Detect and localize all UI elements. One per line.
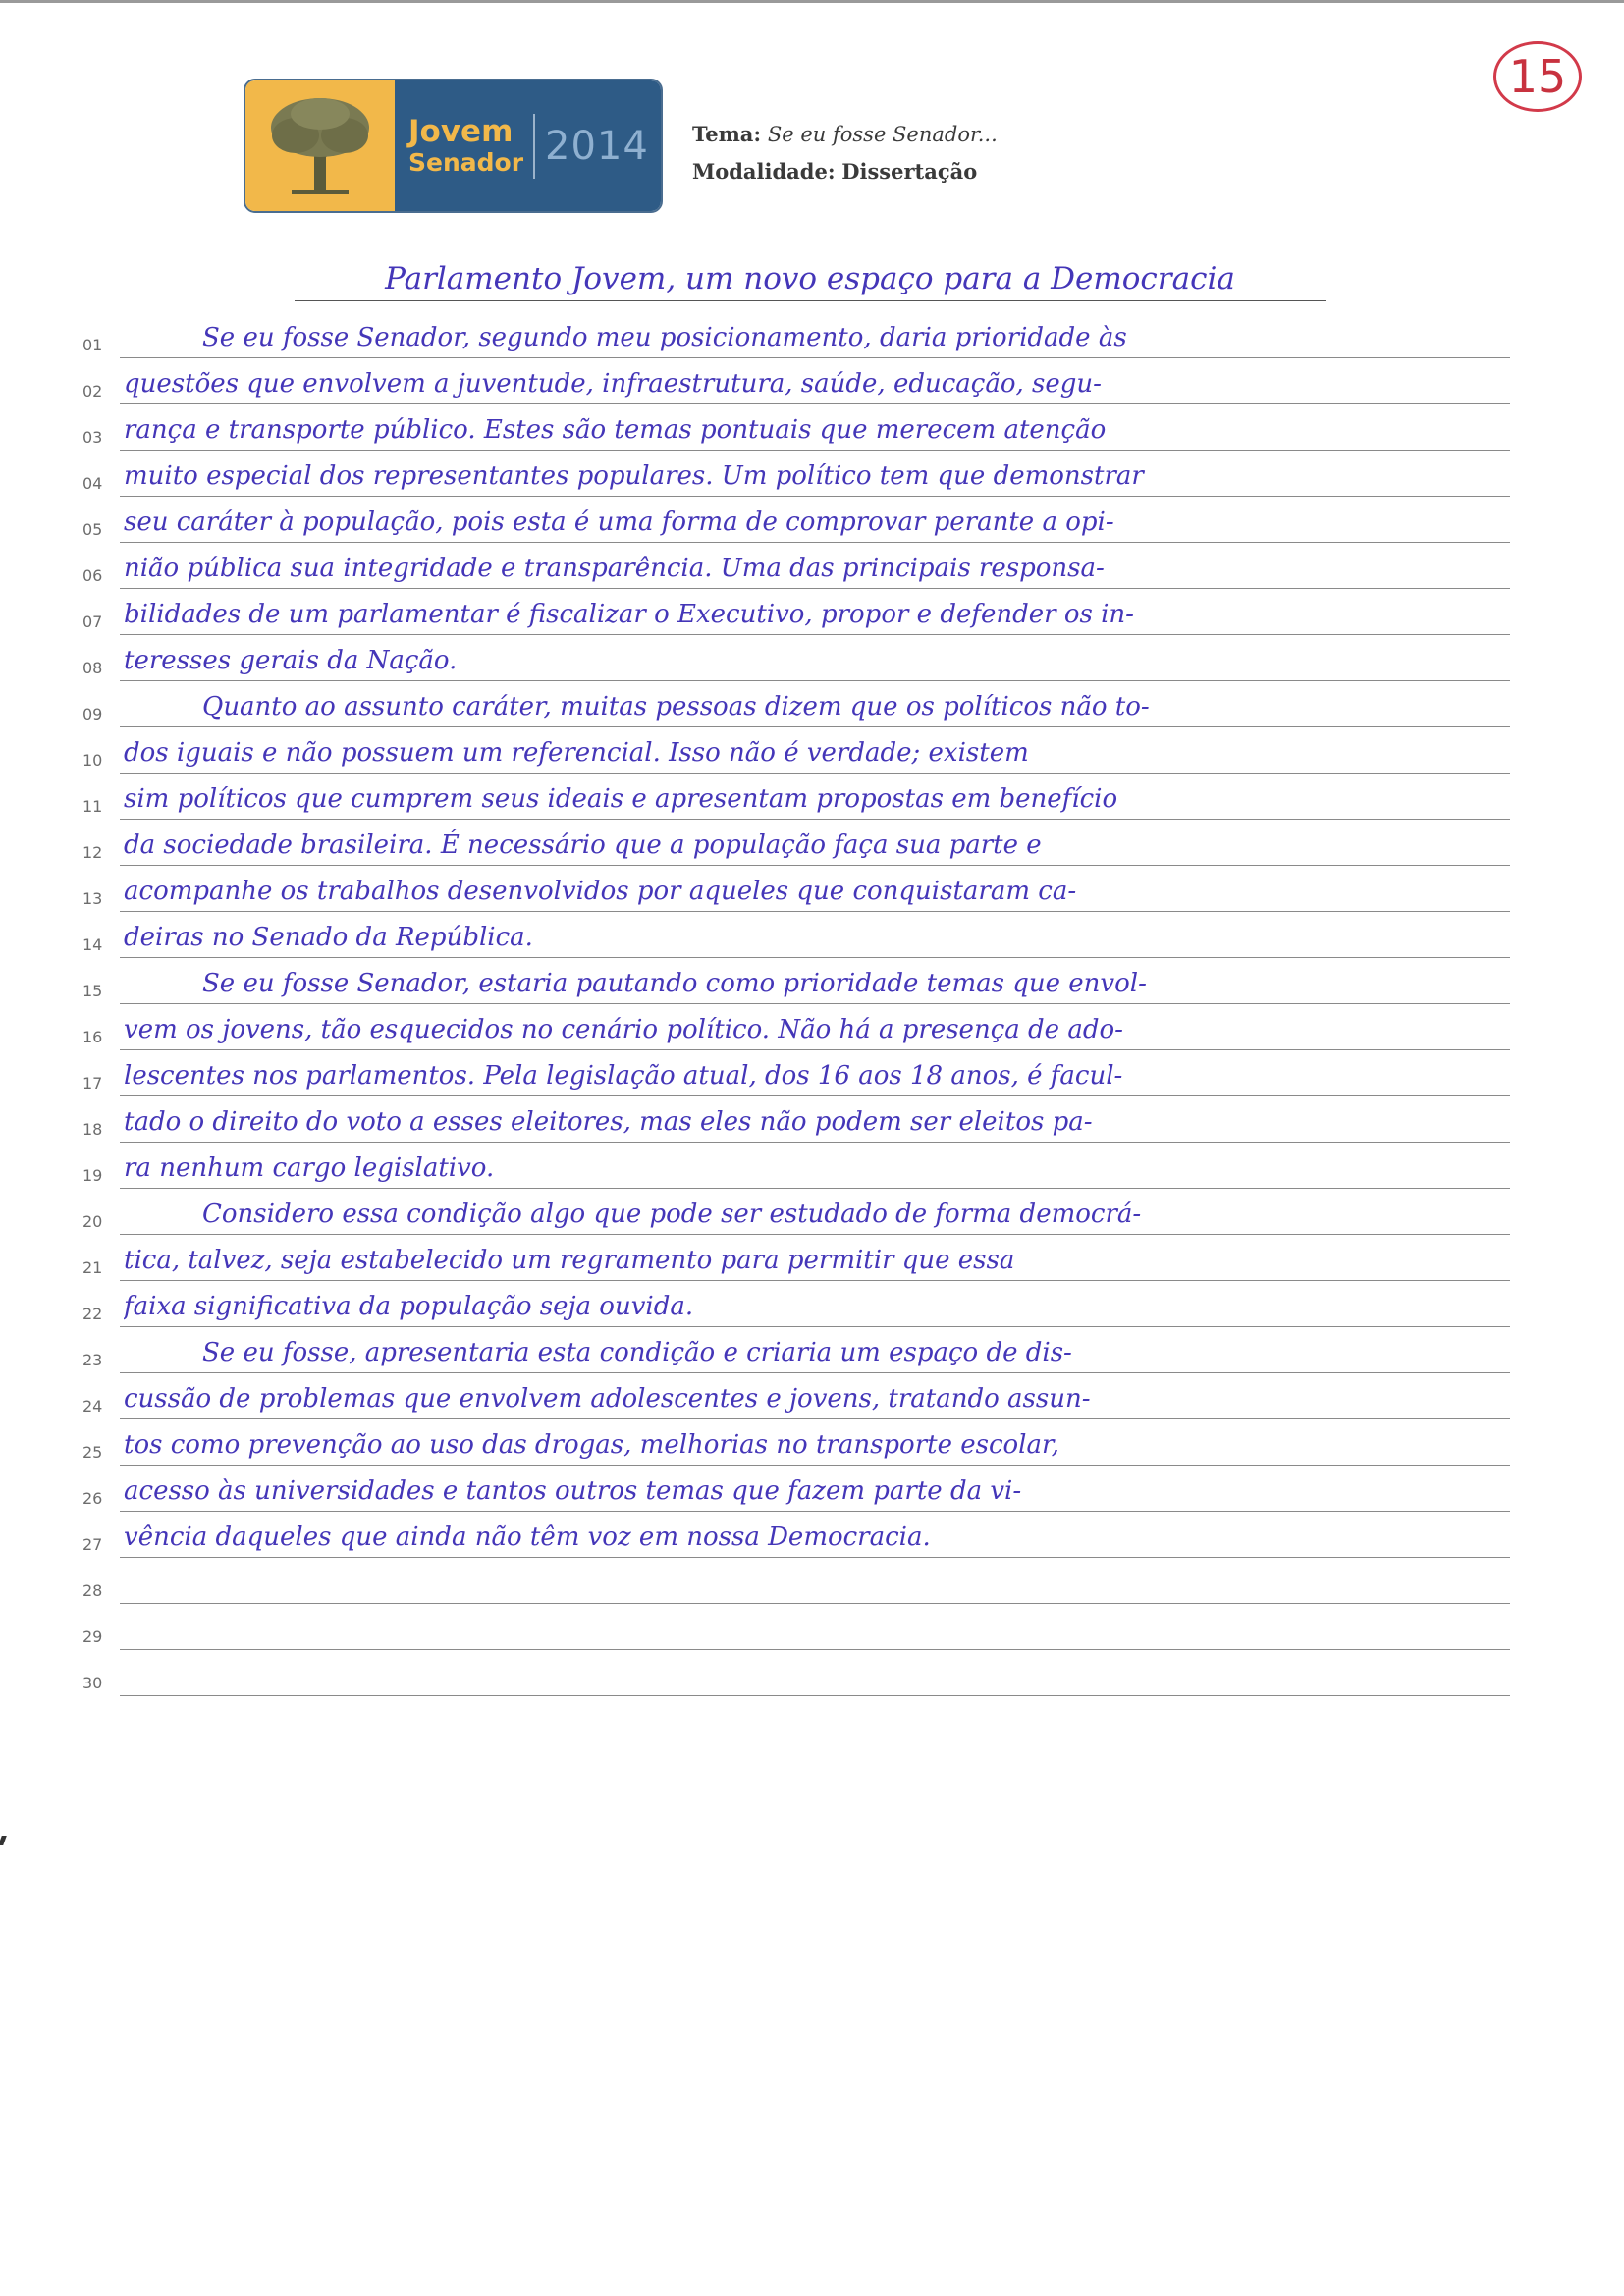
essay-line bbox=[69, 589, 1522, 635]
modalidade-row bbox=[692, 153, 998, 190]
essay-line bbox=[69, 820, 1522, 866]
logo-word-senador: Senador bbox=[408, 148, 524, 177]
line-number: 13 bbox=[82, 889, 103, 908]
line-number: 01 bbox=[82, 336, 103, 354]
line-number: 05 bbox=[82, 520, 103, 539]
line-number: 18 bbox=[82, 1120, 103, 1139]
line-number: 28 bbox=[82, 1581, 103, 1600]
line-number: 03 bbox=[82, 428, 103, 447]
essay-line bbox=[69, 1189, 1522, 1235]
line-number: 02 bbox=[82, 382, 103, 400]
handwritten-text: vência daqueles que ainda não têm voz em nossa Democracia. bbox=[124, 1522, 931, 1553]
essay-line bbox=[69, 1558, 1522, 1604]
essay-line bbox=[69, 1050, 1522, 1096]
line-number: 26 bbox=[82, 1489, 103, 1508]
handwritten-text: Considero essa condição algo que pode ser estudado de forma democrá- bbox=[202, 1200, 1142, 1230]
essay-line bbox=[69, 1143, 1522, 1189]
line-number: 20 bbox=[82, 1212, 103, 1231]
edge-mark bbox=[0, 1836, 7, 1845]
handwritten-text: tado o direito do voto a esses eleitores, mas eles não podem ser eleitos pa- bbox=[124, 1107, 1093, 1138]
handwritten-text: seu caráter à população, pois esta é uma forma de comprovar perante a opi- bbox=[124, 507, 1114, 538]
line-number: 30 bbox=[82, 1674, 103, 1692]
tema-value: Se eu fosse Senador... bbox=[767, 123, 998, 146]
line-number: 12 bbox=[82, 843, 103, 862]
handwritten-text: da sociedade brasileira. É necessário que a população faça sua parte e bbox=[124, 830, 1042, 861]
handwritten-text: acesso às universidades e tantos outros temas que fazem parte da vi- bbox=[124, 1476, 1022, 1507]
handwritten-text: ra nenhum cargo legislativo. bbox=[124, 1153, 495, 1184]
handwritten-text: cussão de problemas que envolvem adolescentes e jovens, tratando assun- bbox=[124, 1384, 1091, 1415]
jovem-senador-logo bbox=[244, 79, 663, 213]
line-number: 15 bbox=[82, 982, 103, 1000]
essay-line bbox=[69, 1419, 1522, 1466]
handwritten-text: Se eu fosse Senador, estaria pautando como prioridade temas que envol- bbox=[202, 969, 1147, 999]
handwritten-text: deiras no Senado da República. bbox=[124, 923, 533, 953]
tema-row bbox=[692, 116, 998, 153]
line-number: 29 bbox=[82, 1628, 103, 1646]
tema-label: Tema: bbox=[692, 122, 762, 146]
handwritten-text: questões que envolvem a juventude, infraestrutura, saúde, educação, segu- bbox=[124, 369, 1102, 400]
line-number: 14 bbox=[82, 935, 103, 954]
logo-word-jovem: Jovem bbox=[408, 114, 514, 149]
essay-line bbox=[69, 958, 1522, 1004]
tree-icon bbox=[245, 80, 395, 211]
essay-line bbox=[69, 1327, 1522, 1373]
handwritten-text: rança e transporte público. Estes são temas pontuais que merecem atenção bbox=[124, 415, 1107, 446]
essay-line bbox=[69, 497, 1522, 543]
handwritten-text: muito especial dos representantes populares. Um político tem que demonstrar bbox=[124, 461, 1144, 492]
modalidade-value: Dissertação bbox=[841, 159, 978, 184]
essay-line bbox=[69, 681, 1522, 727]
line-number: 06 bbox=[82, 566, 103, 585]
line-number: 16 bbox=[82, 1028, 103, 1046]
line-number: 22 bbox=[82, 1305, 103, 1323]
essay-line bbox=[69, 1096, 1522, 1143]
essay-line bbox=[69, 358, 1522, 404]
handwritten-text: teresses gerais da Nação. bbox=[124, 646, 458, 676]
line-number: 09 bbox=[82, 705, 103, 723]
essay-line bbox=[69, 912, 1522, 958]
line-number: 23 bbox=[82, 1351, 103, 1369]
line-number: 21 bbox=[82, 1258, 103, 1277]
essay-line bbox=[69, 451, 1522, 497]
essay-line bbox=[69, 774, 1522, 820]
handwritten-text: faixa significativa da população seja ouvida. bbox=[124, 1292, 694, 1322]
handwritten-text: sim políticos que cumprem seus ideais e apresentam propostas em benefício bbox=[124, 784, 1118, 815]
essay-line bbox=[69, 1004, 1522, 1050]
ruled-lines-area bbox=[69, 312, 1522, 1696]
line-number: 04 bbox=[82, 474, 103, 493]
handwritten-text: dos iguais e não possuem um referencial. Isso não é verdade; existem bbox=[124, 738, 1029, 769]
line-number: 25 bbox=[82, 1443, 103, 1462]
essay-line bbox=[69, 727, 1522, 774]
handwritten-text: Quanto ao assunto caráter, muitas pessoas dizem que os políticos não to- bbox=[202, 692, 1150, 722]
essay-line bbox=[69, 1373, 1522, 1419]
handwritten-text: tica, talvez, seja estabelecido um regramento para permitir que essa bbox=[124, 1246, 1015, 1276]
line-number: 10 bbox=[82, 751, 103, 770]
logo-wordmark bbox=[408, 114, 524, 177]
handwritten-text: vem os jovens, tão esquecidos no cenário político. Não há a presença de ado- bbox=[124, 1015, 1123, 1045]
page-number-circle: 15 bbox=[1493, 41, 1582, 112]
logo-text-area bbox=[395, 80, 661, 211]
ruled-line bbox=[120, 1695, 1510, 1696]
modalidade-label: Modalidade: bbox=[692, 159, 836, 184]
line-number: 11 bbox=[82, 797, 103, 816]
essay-title: Parlamento Jovem, um novo espaço para a Democracia bbox=[295, 257, 1326, 301]
essay-line bbox=[69, 543, 1522, 589]
header-meta bbox=[692, 116, 998, 190]
logo-year: 2014 bbox=[545, 123, 649, 169]
handwritten-text: Se eu fosse, apresentaria esta condição e criaria um espaço de dis- bbox=[202, 1338, 1072, 1368]
essay-line bbox=[69, 1235, 1522, 1281]
line-number: 19 bbox=[82, 1166, 103, 1185]
line-number: 17 bbox=[82, 1074, 103, 1093]
line-number: 27 bbox=[82, 1535, 103, 1554]
line-number: 07 bbox=[82, 613, 103, 631]
handwritten-text: tos como prevenção ao uso das drogas, melhorias no transporte escolar, bbox=[124, 1430, 1059, 1461]
essay-line bbox=[69, 1604, 1522, 1650]
essay-line bbox=[69, 404, 1522, 451]
essay-line bbox=[69, 1650, 1522, 1696]
essay-line bbox=[69, 866, 1522, 912]
handwritten-text: lescentes nos parlamentos. Pela legislação atual, dos 16 aos 18 anos, é facul- bbox=[124, 1061, 1123, 1092]
line-number: 08 bbox=[82, 659, 103, 677]
essay-line bbox=[69, 1512, 1522, 1558]
line-number: 24 bbox=[82, 1397, 103, 1415]
essay-line bbox=[69, 1466, 1522, 1512]
top-border bbox=[0, 0, 1624, 3]
handwritten-text: Se eu fosse Senador, segundo meu posicionamento, daria prioridade às bbox=[202, 323, 1127, 353]
logo-separator bbox=[533, 114, 535, 179]
handwritten-text: bilidades de um parlamentar é fiscalizar o Executivo, propor e defender os in- bbox=[124, 600, 1134, 630]
handwritten-text: nião pública sua integridade e transparência. Uma das principais responsa- bbox=[124, 554, 1105, 584]
essay-line bbox=[69, 312, 1522, 358]
handwritten-text: acompanhe os trabalhos desenvolvidos por aqueles que conquistaram ca- bbox=[124, 877, 1077, 907]
essay-line bbox=[69, 1281, 1522, 1327]
essay-line bbox=[69, 635, 1522, 681]
